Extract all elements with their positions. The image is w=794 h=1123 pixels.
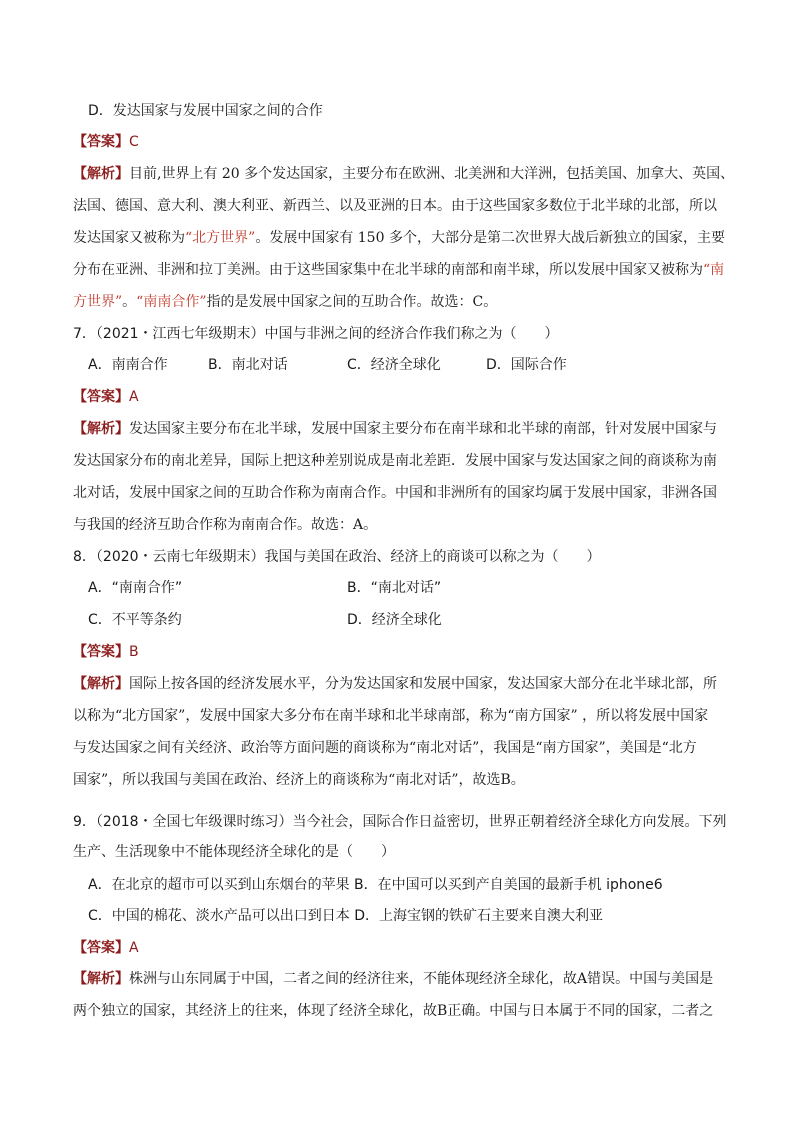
q8-analysis-line-2: 以称为“北方国家”，发展中国家大多分布在南半球和北半球南部，称为“南方国家” ，所以将发展中国家 xyxy=(73,708,709,724)
q7-answer-line xyxy=(73,387,139,407)
answer-tag: 【答案】 xyxy=(73,134,129,150)
q7-analysis-text-1: 发达国家主要分布在北半球，发展中国家主要分布在南半球和北半球的南部，针对发展中国家与 xyxy=(129,421,717,437)
q8-option-c: C．不平等条约 xyxy=(88,612,182,628)
q7-analysis-line-2: 发达国家分布的南北差异，国际上把这种差别说成是南北差距．发展中国家与发达国家之间的商谈称为南 xyxy=(73,453,717,469)
q6-analysis-line-3 xyxy=(73,228,725,248)
q6-analysis-line-2: 法国、德国、意大利、澳大利亚、新西兰、以及亚洲的日本。由于这些国家多数位于北半球的北部，所以 xyxy=(73,198,717,214)
q6-analysis-line-1 xyxy=(73,164,734,184)
q9-analysis-line-2: 两个独立的国家，其经济上的往来，体现了经济全球化，故B正确。中国与日本属于不同的国家，二者之 xyxy=(73,1003,714,1019)
q7-option-d: D．国际合作 xyxy=(486,357,567,373)
q6-answer-line xyxy=(73,132,139,152)
q8-analysis-line-1 xyxy=(73,674,717,694)
q6-analysis-text-3a: 发达国家又被称为 xyxy=(73,230,185,246)
q8-analysis-line-4: 国家”，所以我国与美国在政治、经济上的商谈称为“南北对话”，故选B。 xyxy=(73,772,525,788)
q6-highlight-south: “南 xyxy=(703,262,725,278)
q8-option-a: A．“南南合作” xyxy=(88,580,183,596)
q8-answer: B xyxy=(129,644,139,660)
q7-stem: 7．（2021・江西七年级期末）中国与非洲之间的经济合作我们称之为（ ） xyxy=(73,326,559,342)
q9-options-ab: A．在北京的超市可以买到山东烟台的苹果 B．在中国可以买到产自美国的最新手机 iphone6 xyxy=(88,877,663,893)
q9-analysis-text-1: 株洲与山东同属于中国，二者之间的经济往来，不能体现经济全球化，故A错误。中国与美国是 xyxy=(129,971,714,987)
q8-answer-line xyxy=(73,642,139,662)
q9-answer: A xyxy=(129,940,139,956)
analysis-tag: 【解析】 xyxy=(73,421,129,437)
q7-option-b: B．南北对话 xyxy=(208,357,288,373)
analysis-tag: 【解析】 xyxy=(73,971,129,987)
q6-answer: C xyxy=(129,134,139,150)
q7-analysis-line-1 xyxy=(73,419,717,439)
q6-analysis-line-5 xyxy=(73,292,497,312)
q7-analysis-line-3: 北对话，发展中国家之间的互助合作称为南南合作。中国和非洲所有的国家均属于发展中国家，非洲各国 xyxy=(73,485,717,501)
q6-highlight-south-world: 方世界” xyxy=(73,294,123,310)
answer-tag: 【答案】 xyxy=(73,940,129,956)
q9-analysis-line-1 xyxy=(73,969,713,989)
q9-stem-line-2: 生产、生活现象中不能体现经济全球化的是（ ） xyxy=(73,844,395,860)
q9-answer-line xyxy=(73,938,139,958)
q9-stem-line-1: 9．（2018・全国七年级课时练习）当今社会，国际合作日益密切，世界正朝着经济全球化方向发展。下列 xyxy=(73,814,727,830)
q8-analysis-text-1: 国际上按各国的经济发展水平，分为发达国家和发展中国家，发达国家大部分在北半球北部，所 xyxy=(129,676,717,692)
q7-answer: A xyxy=(129,389,139,405)
q8-option-d: D．经济全球化 xyxy=(347,612,442,628)
q8-stem: 8．（2020・云南七年级期末）我国与美国在政治、经济上的商谈可以称之为（ ） xyxy=(73,549,601,565)
q6-analysis-text-5b: 。 xyxy=(122,294,137,310)
analysis-tag: 【解析】 xyxy=(73,676,129,692)
q7-option-c: C．经济全球化 xyxy=(347,357,441,373)
analysis-tag: 【解析】 xyxy=(73,166,129,182)
q6-highlight-south-south: “南南合作” xyxy=(136,294,207,310)
q6-analysis-line-4 xyxy=(73,260,724,280)
q7-option-a: A．南南合作 xyxy=(88,357,168,373)
q8-analysis-line-3: 与发达国家之间有关经济、政治等方面问题的商谈称为“南北对话”，我国是“南方国家”，美国是“北方 xyxy=(73,740,697,756)
q9-options-cd: C．中国的棉花、淡水产品可以出口到日本 D．上海宝钢的铁矿石主要来自澳大利亚 xyxy=(88,908,604,924)
answer-tag: 【答案】 xyxy=(73,389,129,405)
q6-highlight-north-world: “北方世界” xyxy=(185,230,256,246)
q7-analysis-line-4: 与我国的经济互助合作称为南南合作。故选：A。 xyxy=(73,517,378,533)
q6-analysis-text-5d: 指的是发展中国家之间的互助合作。故选：C。 xyxy=(206,294,498,310)
q8-option-b: B．“南北对话” xyxy=(347,580,442,596)
q6-analysis-text-3c: 。发展中国家有 150 多个，大部分是第二次世界大战后新独立的国家，主要 xyxy=(255,230,725,246)
q6-analysis-text-1: 目前,世界上有 20 多个发达国家，主要分布在欧洲、北美洲和大洋洲，包括美国、加拿大、英国、 xyxy=(129,166,735,182)
q6-option-d: D．发达国家与发展中国家之间的合作 xyxy=(88,103,323,119)
q6-analysis-text-4a: 分布在亚洲、非洲和拉丁美洲。由于这些国家集中在北半球的南部和南半球，所以发展中国家又被称为 xyxy=(73,262,703,278)
answer-tag: 【答案】 xyxy=(73,644,129,660)
